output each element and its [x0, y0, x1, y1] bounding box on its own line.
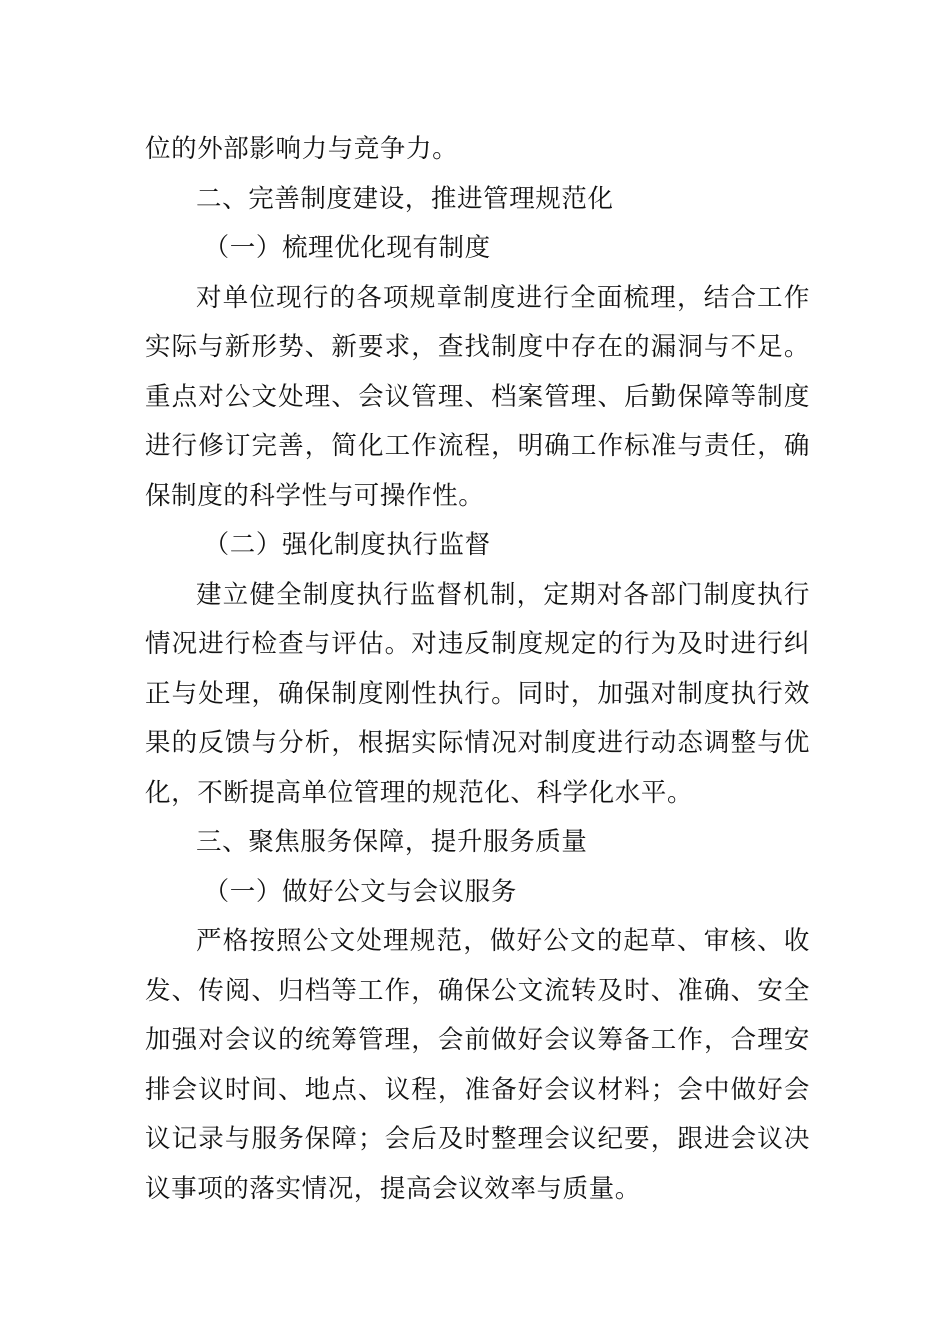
- subsection-heading-2-2: （二）强化制度执行监督: [203, 530, 491, 560]
- paragraph-continuation: 位的外部影响力与竞争力。: [145, 134, 459, 164]
- paragraph-3-1: 严格按照公文处理规范，做好公文的起草、审核、收发、传阅、归档等工作，确保公文流转及时、准确、安全加强对会议的统筹管理，会前做好会议筹备工作，合理安排会议时间、地点、议程，准备好会议材料；会中做好会议记录与服务保障；会后及时整理会议纪要，跟进会议决议事项的落实情况，提高会议效率与质量。: [145, 926, 810, 1204]
- section-heading-3: 三、聚焦服务保障，提升服务质量: [196, 827, 588, 857]
- document-body: [145, 125, 810, 1214]
- section-heading-2: 二、完善制度建设，推进管理规范化: [196, 183, 614, 214]
- subsection-heading-3-1: （一）做好公文与会议服务: [203, 876, 517, 907]
- paragraph-2-2: 建立健全制度执行监督机制，定期对各部门制度执行情况进行检查与评估。对违反制度规定的行为及时进行纠正与处理，确保制度刚性执行。同时，加强对制度执行效果的反馈与分析，根据实际情况对制度进行动态调整与优化，不断提高单位管理的规范化、科学化水平。: [145, 579, 810, 808]
- subsection-heading-2-1: （一）梳理优化现有制度: [203, 233, 491, 263]
- paragraph-2-1: 对单位现行的各项规章制度进行全面梳理，结合工作实际与新形势、新要求，查找制度中存在的漏洞与不足。重点对公文处理、会议管理、档案管理、后勤保障等制度进行修订完善，简化工作流程，明确工作标准与责任，确保制度的科学性与可操作性。: [145, 282, 810, 511]
